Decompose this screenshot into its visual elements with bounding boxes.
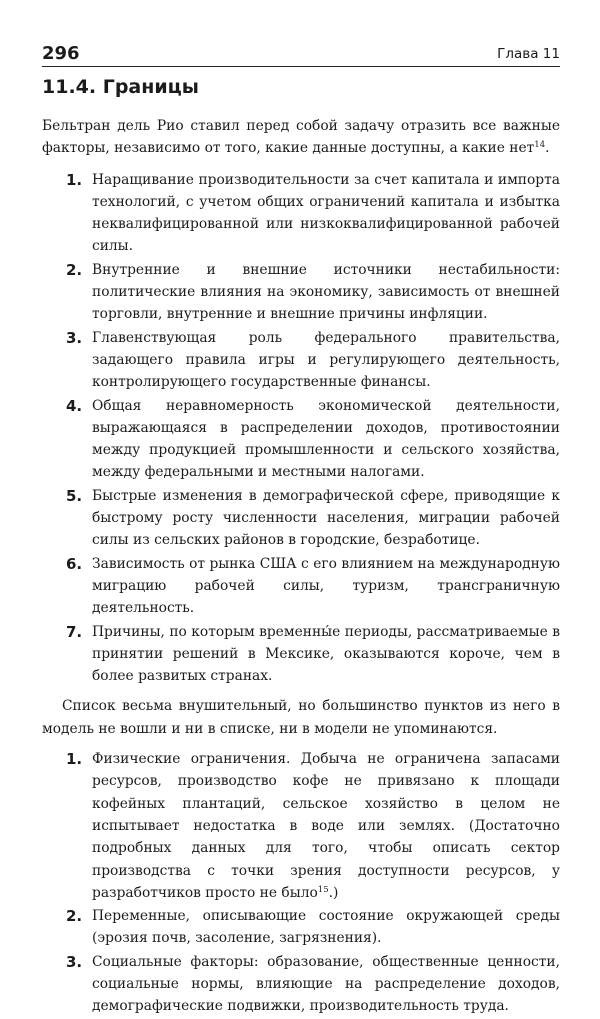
item-text: Причины, по которым временны́е периоды, рассматриваемые в принятии решений в Мексике, оказываются короче, чем в более развитых странах. [92,623,560,685]
body-text [42,115,560,1019]
footnote-ref-14[interactable]: 14 [534,140,546,151]
list-item [42,905,560,950]
intro-text: Бельтран дель Рио ставил перед собой задачу отразить все важные факторы, независимо от того, какие данные доступны, а какие нет [42,118,560,157]
list-item [42,327,560,394]
item-number: 4. [66,396,83,415]
item-text: Наращивание производительности за счет капитала и импорта технологий, с учетом общих ограничений капитала и избытка неквалифицированной или низкоквалифицированной рабочей силы. [92,171,560,255]
item-text: Главенствующая роль федерального правительства, задающего правила игры и регулирующего деятельность, контролирующего государственные финансы. [92,329,560,391]
item-number: 1. [66,750,83,769]
item-text: Внутренние и внешние источники нестабильности: политические влияния на экономику, зависимость от внешней торговли, внутренние и внешние причины инфляции. [92,261,560,323]
item-number: 2. [66,907,83,926]
item-number: 3. [66,952,83,971]
omissions-list [42,748,560,1018]
page-number: 296 [42,43,80,64]
section-title: 11.4. Границы [42,76,199,98]
item-number: 3. [66,328,83,347]
item-text: Физические ограничения. Добыча не ограничена запасами ресурсов, производство кофе не привязано к площади кофейных плантаций, сельское хозяйство в целом не испытывает недостатка в воде или землях. (Достаточно подробных данных для того, чтобы описать сектор производства с точки зрения доступности ресурсов, у разработчиков просто не было [92,751,560,901]
item-text: Социальные факторы: образование, общественные ценности, социальные нормы, влияющие на распределение доходов, демографические подвижки, производительность труда. [92,953,560,1015]
factors-list [42,169,560,688]
item-number: 2. [66,260,83,279]
list-item: 1. Физические ограничения. Добыча не ограничена запасами ресурсов, производство кофе не привязано к площади кофейных плантаций, сельское хозяйство в целом не испытывает недостатка в воде или землях. (Достаточно подробных данных для того, чтобы описать сектор производства с точки зрения доступности ресурсов, у разработчиков просто не было$^{15}$.) [66,750,560,901]
intro-paragraph: Бельтран дель Рио ставил перед собой задачу отразить все важные факторы, независимо от того, какие данные доступны, а какие нет$^{14}$. [42,118,560,157]
list-item [42,169,560,258]
chapter-label: Глава 11 [497,46,560,62]
item-text: Общая неравномерность экономической деятельности, выражающаяся в распределении доходов, противостоянии между продукцией промышленности и сельского хозяйства, между федеральными и местными налогами. [92,397,560,481]
list-item [42,621,560,688]
list-item [42,259,560,326]
item-text: Зависимость от рынка США с его влиянием на международную миграцию рабочей силы, туризм, трансграничную деятельность. [92,555,560,617]
list-item [42,951,560,1018]
item-number: 1. [66,170,83,189]
item-number: 5. [66,486,83,505]
item-text: Быстрые изменения в демографической сфере, приводящие к быстрому росту численности населения, миграции рабочей силы из сельских районов в городские, безработице. [92,487,560,549]
item-text: Переменные, описывающие состояние окружающей среды (эрозия почв, засоление, загрязнения). [92,908,560,947]
list-item [42,485,560,552]
list-item [42,553,560,620]
footnote-ref-15[interactable]: 15 [317,884,329,895]
list-item [42,395,560,484]
running-header [42,40,560,67]
item-number: 7. [66,622,83,641]
item-number: 6. [66,554,83,573]
summary-paragraph: Список весьма внушительный, но большинство пунктов из него в модель не вошли и ни в списке, ни в модели не упоминаются. [42,698,560,737]
